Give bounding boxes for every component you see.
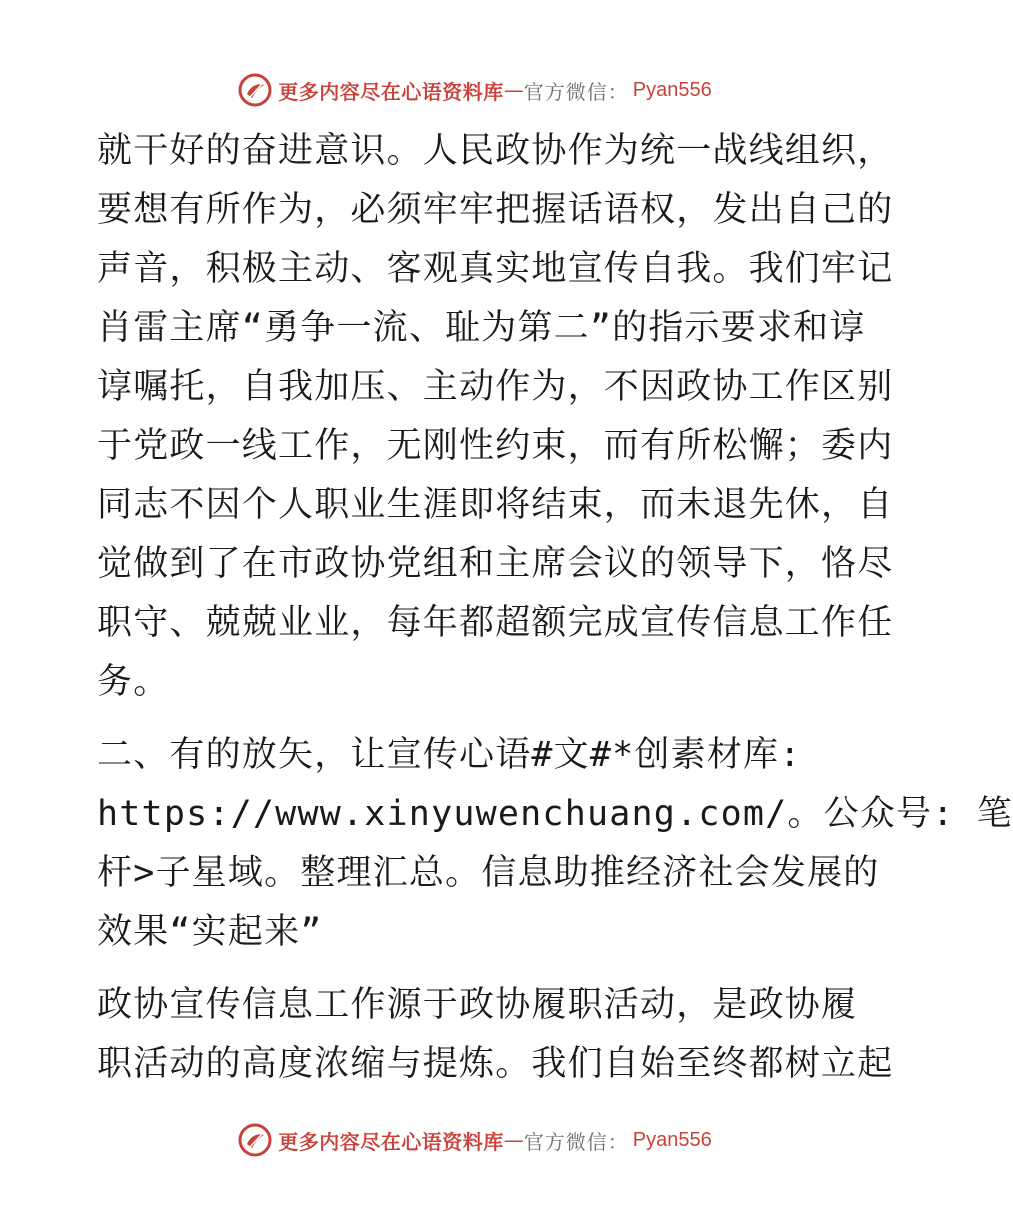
document-body — [97, 122, 1013, 1094]
text-line: 声音，积极主动、客观真实地宣传自我。我们牢记 — [97, 249, 894, 289]
text-line: 就干好的奋进意识。人民政协作为统一战线组织， — [97, 131, 894, 171]
section-heading-line: 二、有的放矢，让宣传心语#文#*创素材库: — [97, 735, 802, 775]
text-line: 谆嘱托，自我加压、主动作为，不因政协工作区别 — [97, 367, 894, 407]
banner-wechat-label: 官方微信： — [523, 79, 629, 104]
text-line: 效果“实起来” — [97, 912, 323, 952]
paragraph — [97, 122, 894, 712]
text-line: 要想有所作为，必须牢牢把握话语权，发出自己的 — [97, 190, 894, 230]
banner-site-text: 更多内容尽在心语资料库 — [278, 79, 504, 104]
text-line: 肖雷主席“勇争一流、耻为第二”的指示要求和谆 — [97, 308, 866, 348]
text-line: 政协宣传信息工作源于政协履职活动，是政协履 — [97, 985, 858, 1025]
text-line: https://www.xinyuwenchuang.com/。公众号: 笔 — [97, 794, 1013, 834]
banner-wechat-label: 官方微信： — [523, 1129, 629, 1154]
banner-site-text: 更多内容尽在心语资料库 — [278, 1129, 504, 1154]
banner-dash: — — [503, 78, 524, 102]
paragraph — [97, 726, 1013, 962]
paragraph-gap — [97, 962, 857, 976]
header-watermark-banner — [0, 70, 950, 110]
brand-logo-icon — [238, 1123, 272, 1157]
text-line: 同志不因个人职业生涯即将结束，而未退先休，自 — [97, 485, 894, 525]
text-line: 职活动的高度浓缩与提炼。我们自始至终都树立起 — [97, 1044, 894, 1084]
text-line: 职守、兢兢业业，每年都超额完成宣传信息工作任 — [97, 603, 894, 643]
text-line: 觉做到了在市政协党组和主席会议的领导下，恪尽 — [97, 544, 894, 584]
banner-wechat-id: Pyan556 — [632, 1128, 712, 1151]
banner-wechat-id: Pyan556 — [632, 78, 712, 101]
paragraph-gap — [97, 712, 857, 726]
text-line: 于党政一线工作，无刚性约束，而有所松懈；委内 — [97, 426, 894, 466]
text-line: 杆>子星域。整理汇总。信息助推经济社会发展的 — [97, 853, 880, 893]
paragraph — [97, 976, 894, 1094]
brand-logo-icon — [238, 73, 272, 107]
footer-watermark-banner — [0, 1120, 950, 1160]
text-line: 务。 — [97, 662, 170, 702]
banner-dash: — — [503, 1128, 524, 1152]
